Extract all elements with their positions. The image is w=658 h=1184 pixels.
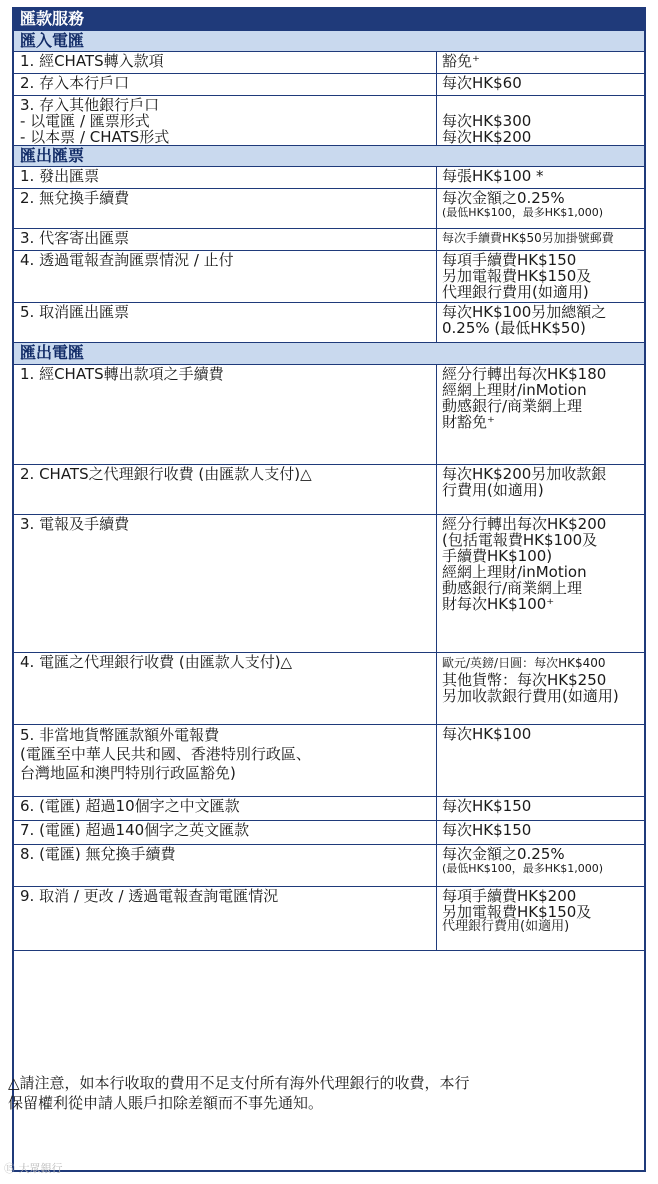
row-label: 1. 發出匯票 [20, 167, 100, 185]
row-fee: 經分行轉出每次HK$180 [442, 365, 607, 383]
row-fee: 每次HK$200另加收款銀 [442, 465, 607, 483]
row-fee: 動感銀行/商業網上理 [442, 579, 583, 597]
row-fee: 每次HK$300 [442, 112, 532, 130]
footnote [8, 1073, 626, 1113]
section-heading-inward-tt [14, 31, 644, 52]
row-fee: 其他貨幣：每次HK$250 [442, 671, 607, 689]
row-fee: 每項手續費HK$150 [442, 251, 577, 269]
row-sub-label: 台灣地區和澳門特別行政區豁免) [20, 764, 236, 782]
row-fee: 行費用(如適用) [442, 481, 544, 499]
column-divider [436, 167, 437, 343]
row-label: 6. (電匯) 超過10個字之中文匯款 [20, 797, 240, 815]
row-fee: 每次HK$60 [442, 74, 522, 92]
row-fee-note: (最低HK$100，最多HK$1,000) [442, 862, 604, 875]
row-label: 2. CHATS之代理銀行收費 (由匯款人支付)△ [20, 465, 312, 483]
row-label: 3. 存入其他銀行戶口 [20, 96, 160, 114]
row-fee: 0.25% (最低HK$50) [442, 319, 586, 337]
row-sub-label: (電匯至中華人民共和國、香港特別行政區、 [20, 745, 311, 763]
table-row [14, 52, 644, 74]
section-title: 匯出電匯 [20, 343, 85, 362]
table-row [14, 653, 644, 725]
section-title: 匯入電匯 [20, 31, 85, 50]
row-label: 3. 代客寄出匯票 [20, 229, 130, 247]
row-fee: 每次金額之0.25% [442, 189, 565, 207]
row-fee: 歐元/英鎊/日圓：每次HK$400 [442, 656, 606, 670]
section-heading-demand-draft [14, 146, 644, 167]
row-label: 7. (電匯) 超過140個字之英文匯款 [20, 821, 250, 839]
row-fee: 每次HK$200 [442, 128, 532, 146]
row-fee: 每次金額之0.25% [442, 845, 565, 863]
table-row [14, 96, 644, 146]
row-fee [442, 97, 531, 113]
table-row [14, 365, 644, 465]
row-label: 4. 電匯之代理銀行收費 (由匯款人支付)△ [20, 653, 293, 671]
table-row [14, 725, 644, 797]
row-label: 5. 取消匯出匯票 [20, 303, 130, 321]
row-label: 3. 電報及手續費 [20, 515, 130, 533]
row-label: 9. 取消 / 更改 / 透過電報查詢電匯情況 [20, 887, 279, 905]
section-title: 匯出匯票 [20, 146, 85, 165]
row-fee: 動感銀行/商業網上理 [442, 397, 583, 415]
watermark-logo: ⑮ 大眾銀行 [4, 1162, 63, 1175]
row-fee: (包括電報費HK$100及 [442, 531, 598, 549]
footnote-line: △請注意，如本行收取的費用不足支付所有海外代理銀行的收費，本行 [8, 1074, 470, 1092]
table-title: 匯款服務 [20, 9, 85, 28]
row-label: 4. 透過電報查詢匯票情況 / 止付 [20, 251, 234, 269]
row-fee: 豁免⁺ [442, 52, 480, 70]
row-fee: 代理銀行費用(如適用) [442, 919, 570, 934]
row-sub-label: - 以電匯 / 匯票形式 [20, 112, 150, 130]
table-row [14, 887, 644, 951]
row-fee-note: (最低HK$100，最多HK$1,000) [442, 206, 604, 219]
table-title-row [14, 9, 644, 31]
table-row [14, 167, 644, 189]
row-fee: 財豁免⁺ [442, 413, 495, 431]
row-fee: 每次HK$150 [442, 821, 532, 839]
table-row [14, 251, 644, 303]
table-row [14, 845, 644, 887]
row-sub-label: - 以本票 / CHATS形式 [20, 128, 170, 146]
row-fee: 每項手續費HK$200 [442, 887, 577, 905]
row-fee: 每次手續費HK$50另加掛號郵費 [442, 231, 614, 245]
table-row [14, 74, 644, 96]
row-label: 8. (電匯) 無兌換手續費 [20, 845, 176, 863]
footnote-line: 保留權利從申請人賬戶扣除差額而不事先通知。 [8, 1094, 324, 1112]
column-divider [436, 52, 437, 146]
row-fee: 每張HK$100 * [442, 167, 544, 185]
row-label: 2. 無兌換手續費 [20, 189, 130, 207]
row-fee: 代理銀行費用(如適用) [442, 283, 589, 301]
fee-table [12, 7, 646, 1172]
row-fee: 每次HK$150 [442, 797, 532, 815]
row-fee: 經網上理財/inMotion [442, 563, 587, 581]
table-row [14, 303, 644, 343]
table-row [14, 189, 644, 229]
row-fee: 經網上理財/inMotion [442, 381, 587, 399]
table-row [14, 465, 644, 515]
row-fee: 每次HK$100 [442, 725, 532, 743]
table-row [14, 515, 644, 653]
row-fee: 財每次HK$100⁺ [442, 595, 555, 613]
table-row [14, 821, 644, 845]
row-label: 5. 非當地貨幣匯款額外電報費 [20, 726, 220, 744]
section-heading-outward-tt [14, 343, 644, 365]
row-fee: 手續費HK$100) [442, 547, 553, 565]
row-label: 1. 經CHATS轉入款項 [20, 52, 164, 70]
column-divider [436, 365, 437, 951]
row-label: 1. 經CHATS轉出款項之手續費 [20, 365, 224, 383]
row-fee: 另加電報費HK$150及 [442, 903, 592, 921]
row-fee: 另加收款銀行費用(如適用) [442, 687, 619, 705]
row-fee: 經分行轉出每次HK$200 [442, 515, 607, 533]
table-row [14, 797, 644, 821]
row-fee: 每次HK$100另加總額之 [442, 303, 607, 321]
row-fee: 另加電報費HK$150及 [442, 267, 592, 285]
row-label: 2. 存入本行戶口 [20, 74, 130, 92]
table-row [14, 229, 644, 251]
